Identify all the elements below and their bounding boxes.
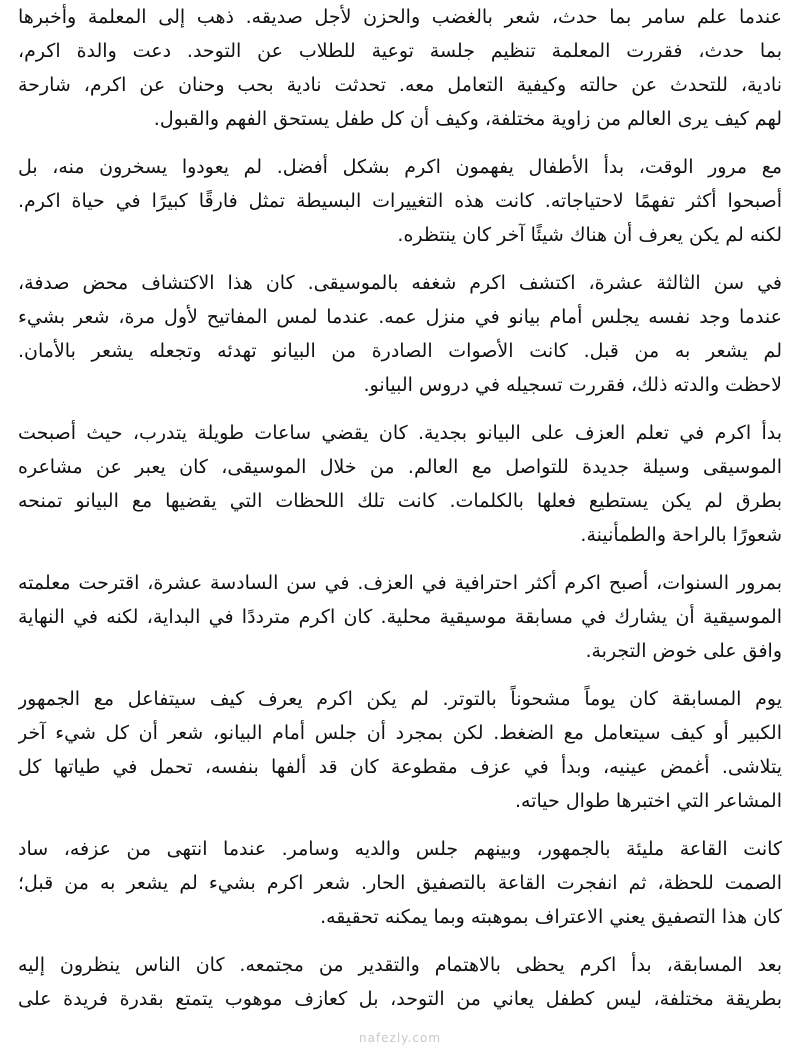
text-line: يتلاشى. أغمض عينيه، وبدأ في عزف مقطوعة كان قد ألفها بنفسه، تحمل في طياتها كل: [18, 756, 782, 778]
text-line: كان هذا التصفيق يعني الاعتراف بموهبته وبما يمكنه تحقيقه.: [320, 906, 782, 928]
paragraph: [18, 416, 782, 552]
text-line: كانت القاعة مليئة بالجمهور، وبينهم جلس والديه وسامر. عندما انتهى من عزفه، ساد: [18, 838, 782, 860]
text-line: عندما وجد نفسه يجلس أمام بيانو في منزل عمه. عندما لمس المفاتيح لأول مرة، شعر بشيء: [18, 306, 782, 328]
paragraph: [18, 266, 782, 402]
paragraph: [18, 948, 782, 1016]
text-line: يوم المسابقة كان يوماً مشحوناً بالتوتر. لم يكن اكرم يعرف كيف سيتفاعل مع الجمهور: [18, 688, 782, 710]
text-line: بطرق لم يكن يستطيع فعلها بالكلمات. كانت تلك اللحظات التي يقضيها مع البيانو تمنحه: [18, 490, 782, 512]
text-line: بطريقة مختلفة، ليس كطفل يعاني من التوحد، بل كعازف موهوب يتمتع بقدرة فريدة على: [18, 988, 782, 1010]
text-line: عندما علم سامر بما حدث، شعر بالغضب والحزن لأجل صديقه. ذهب إلى المعلمة وأخبرها: [18, 6, 782, 28]
text-line: وافق على خوض التجربة.: [585, 640, 782, 662]
text-line: الموسيقى وسيلة جديدة للتواصل مع العالم. من خلال الموسيقى، كان يعبر عن مشاعره: [18, 456, 782, 478]
text-line: بعد المسابقة، بدأ اكرم يحظى بالاهتمام والتقدير من مجتمعه. كان الناس ينظرون إليه: [18, 954, 782, 976]
paragraph: [18, 566, 782, 668]
text-line: الصمت للحظة، ثم انفجرت القاعة بالتصفيق الحار. شعر اكرم بشيء لم يشعر به من قبل؛: [18, 872, 782, 894]
text-line: لكنه لم يكن يعرف أن هناك شيئًا آخر كان ينتظره.: [397, 224, 782, 246]
text-line: الموسيقية أن يشارك في مسابقة موسيقية محلية. كان اكرم مترددًا في البداية، لكنه في النهاية: [18, 606, 782, 628]
text-line: لم يشعر به من قبل. كانت الأصوات الصادرة من البيانو تهدئه وتجعله يشعر بالأمان.: [18, 340, 782, 362]
text-line: الكبير أو كيف سيتعامل مع الضغط. لكن بمجرد أن جلس أمام البيانو، شعر أن كل شيء آخر: [18, 722, 782, 744]
text-line: بدأ اكرم في تعلم العزف على البيانو بجدية. كان يقضي ساعات طويلة يتدرب، حيث أصبحت: [18, 422, 782, 444]
text-line: المشاعر التي اختبرها طوال حياته.: [515, 790, 782, 812]
paragraph: [18, 0, 782, 136]
paragraph: [18, 682, 782, 818]
paragraph: [18, 150, 782, 252]
text-line: في سن الثالثة عشرة، اكتشف اكرم شغفه بالموسيقى. كان هذا الاكتشاف محض صدفة،: [18, 272, 782, 294]
text-line: أصبحوا أكثر تفهمًا لاحتياجاته. كانت هذه التغييرات البسيطة تمثل فارقًا كبيرًا في حياة اكرم.: [18, 190, 782, 212]
text-line: لهم كيف يرى العالم من زاوية مختلفة، وكيف أن كل طفل يستحق الفهم والقبول.: [153, 108, 782, 130]
text-line: بما حدث، فقررت المعلمة تنظيم جلسة توعية للطلاب عن التوحد. دعت والدة اكرم،: [18, 40, 782, 62]
watermark: nafezly.com: [358, 1031, 442, 1045]
text-line: نادية، للتحدث عن حالته وكيفية التعامل معه. تحدثت نادية بحب وحنان عن اكرم، شارحة: [18, 74, 782, 96]
text-line: لاحظت والدته ذلك، فقررت تسجيله في دروس البيانو.: [363, 374, 782, 396]
paragraph: [18, 832, 782, 934]
text-line: مع مرور الوقت، بدأ الأطفال يفهمون اكرم بشكل أفضل. لم يعودوا يسخرون منه، بل: [18, 156, 782, 178]
text-line: شعورًا بالراحة والطمأنينة.: [580, 524, 782, 546]
text-line: بمرور السنوات، أصبح اكرم أكثر احترافية في العزف. في سن السادسة عشرة، اقترحت معلمته: [18, 572, 782, 594]
